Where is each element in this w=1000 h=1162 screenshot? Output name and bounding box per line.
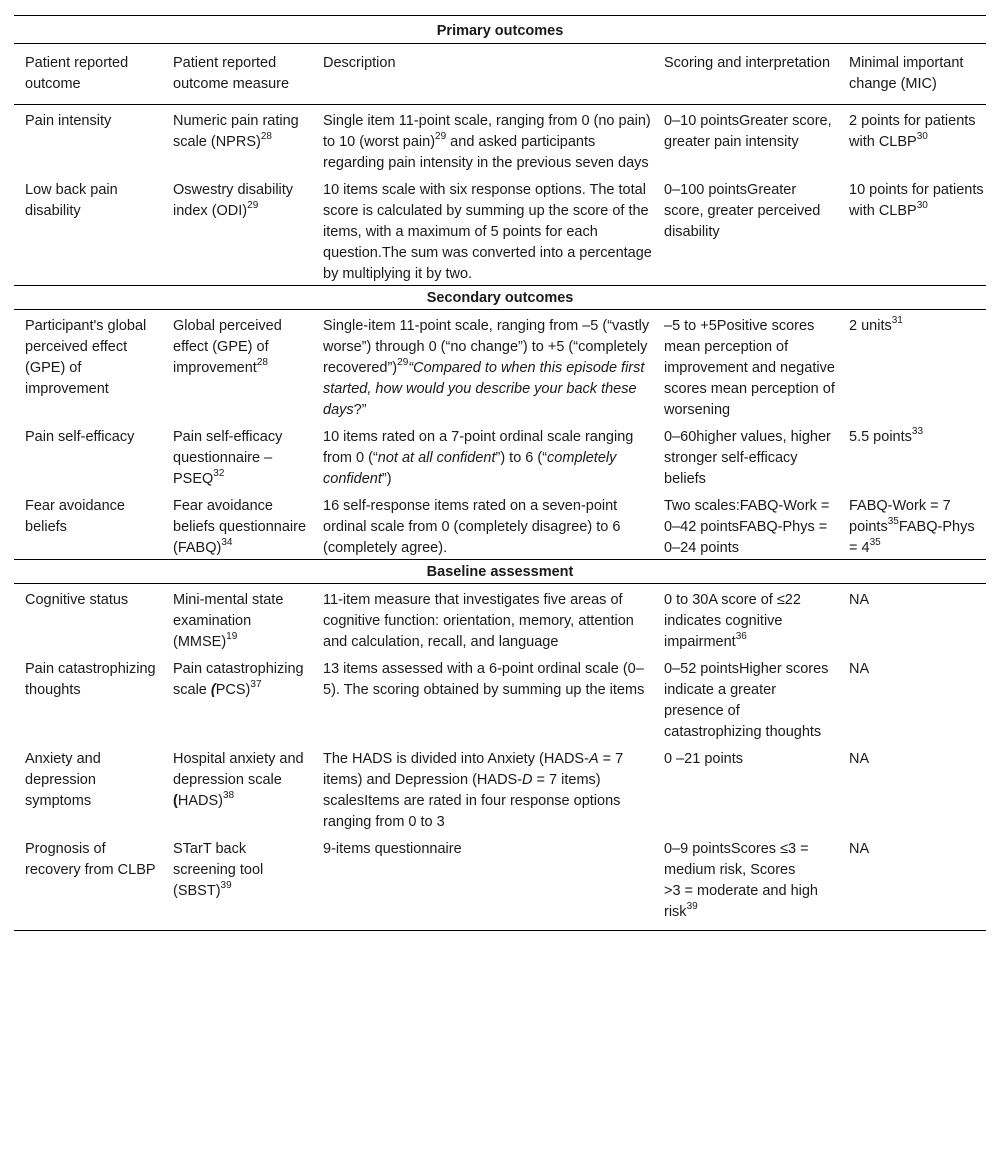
measure-cell: Pain self-efficacy questionnaire – PSEQ$^{32}$ <box>173 429 283 487</box>
reference-sup: 36 <box>735 631 747 643</box>
scoring-cell: 0–60higher values, higher stronger self-efficacy beliefs <box>664 429 831 487</box>
description-cell: Single-item 11-point scale, ranging from –5 (“vastly worse”) through 0 (“no change”) to +5 (“completely recovered”)$^{29}$“Compared to when this episode first started, how would you describe your back these days?” <box>323 318 650 418</box>
scoring-cell: 0 –21 points <box>664 751 744 767</box>
column-header: Patient reported outcome <box>14 44 162 105</box>
reference-sup: 35 <box>869 537 881 549</box>
column-header-row <box>14 44 986 105</box>
outcome-cell: Pain self-efficacy <box>25 429 135 445</box>
reference-sup: 28 <box>260 131 272 143</box>
outcomes-table <box>14 15 986 931</box>
table-row <box>14 310 986 422</box>
mic-cell: 5.5 points$^{33}$ <box>849 426 924 445</box>
measure-cell: Numeric pain rating scale (NPRS)$^{28}$ <box>173 113 299 150</box>
scoring-cell: 0–9 pointsScores ≤3 = medium risk, Scores >3 = moderate and high risk$^{39}$ <box>653 833 838 931</box>
scoring-cell: 0 to 30A score of ≤22 indicates cognitive impairment$^{36}$ <box>664 592 801 650</box>
description-cell: The HADS is divided into Anxiety (HADS-A = 7 items) and Depression (HADS-D = 7 items) scalesItems are rated in four response options ranging from 0 to 3 <box>323 751 624 830</box>
outcome-cell: Low back pain disability <box>25 182 118 219</box>
reference-sup: 29 <box>247 200 259 212</box>
section-title: Primary outcomes <box>14 16 986 44</box>
reference-sup: 30 <box>916 200 928 212</box>
measure-cell: Global perceived effect (GPE) of improvement$^{28}$ <box>173 318 282 376</box>
reference-sup: 39 <box>220 880 232 892</box>
reference-sup: 37 <box>250 679 262 691</box>
column-header: Patient reported outcome measure <box>162 44 312 105</box>
section-header-baseline <box>14 560 986 584</box>
scoring-cell: Two scales:FABQ-Work = 0–42 pointsFABQ-Phys = 0–24 points <box>664 498 830 556</box>
section-title: Secondary outcomes <box>14 286 986 310</box>
description-cell: 9-items questionnaire <box>312 833 653 931</box>
reference-sup: 29 <box>397 357 409 369</box>
table-row <box>14 174 986 286</box>
outcome-cell: Pain catastrophizing thoughts <box>25 661 156 698</box>
reference-sup: 38 <box>222 790 235 802</box>
reference-sup: 29 <box>435 131 447 143</box>
table-row <box>14 653 986 743</box>
reference-sup: 33 <box>911 426 924 438</box>
table-row <box>14 833 986 931</box>
outcome-cell: Fear avoidance beliefs <box>25 498 125 535</box>
measure-cell: Mini-mental state examination (MMSE)$^{19}$ <box>173 592 284 650</box>
reference-sup: 30 <box>916 131 928 143</box>
mic-cell: NA <box>849 592 870 608</box>
description-cell: 16 self-response items rated on a seven-point ordinal scale from 0 (completely disagree) to 6 (completely agree). <box>323 498 621 556</box>
measure-cell: Hospital anxiety and depression scale (HADS)$^{38}$ <box>173 751 304 809</box>
section-header-secondary <box>14 286 986 310</box>
scoring-cell: –5 to +5Positive scores mean perception of improvement and negative scores mean perception of worsening <box>664 318 835 418</box>
reference-sup: 19 <box>226 631 238 643</box>
reference-sup: 32 <box>213 468 225 480</box>
description-cell: 11-item measure that investigates five areas of cognitive function: orientation, memory, attention and calculation, recall, and language <box>323 592 634 650</box>
outcome-cell: Prognosis of recovery from CLBP <box>14 833 162 931</box>
mic-cell: FABQ-Work = 7 points$^{35}$FABQ-Phys = $4^{35}$ <box>849 498 975 556</box>
section-title: Baseline assessment <box>14 560 986 584</box>
reference-sup: 35 <box>887 516 899 528</box>
table-row <box>14 584 986 654</box>
measure-cell: Fear avoidance beliefs questionnaire (FABQ)$^{34}$ <box>173 498 307 556</box>
column-header: Scoring and interpretation <box>653 44 838 105</box>
outcome-cell: Participant's global perceived effect (GPE) of improvement <box>25 318 147 397</box>
column-header: Description <box>312 44 653 105</box>
table-row <box>14 105 986 175</box>
reference-sup: 28 <box>256 357 268 369</box>
table-row <box>14 421 986 490</box>
section-header-primary <box>14 16 986 44</box>
description-cell: 10 items scale with six response options. The total score is calculated by summing up the score of the items, with a maximum of 5 points for each question.The sum was converted into a percentage by multiplying it by two. <box>323 182 652 282</box>
outcome-cell: Pain intensity <box>25 113 112 129</box>
table-row <box>14 743 986 833</box>
mic-cell: NA <box>838 833 986 931</box>
scoring-cell: 0–10 pointsGreater score, greater pain intensity <box>664 113 832 150</box>
outcome-cell: Cognitive status <box>25 592 129 608</box>
reference-sup: 34 <box>221 537 233 549</box>
scoring-cell: 0–52 pointsHigher scores indicate a greater presence of catastrophizing thoughts <box>664 661 829 740</box>
description-cell: 13 items assessed with a 6-point ordinal scale (0–5). The scoring obtained by summing up the items <box>323 661 645 698</box>
scoring-cell: 0–100 pointsGreater score, greater perceived disability <box>664 182 821 240</box>
description-cell: 10 items rated on a 7-point ordinal scale ranging from 0 (“not at all confident”) to 6 (“completely confident”) <box>323 429 634 487</box>
description-cell: Single item 11-point scale, ranging from 0 (no pain) to 10 (worst pain)$^{29}$ and asked participants regarding pain intensity in the previous seven days <box>323 113 651 171</box>
mic-cell: NA <box>849 751 870 767</box>
outcome-cell: Anxiety and depression symptoms <box>25 751 101 809</box>
mic-cell: 10 points for patients with CLBP$^{30}$ <box>849 182 984 219</box>
measure-cell: Pain catastrophizing scale (PCS)$^{37}$ <box>173 661 304 698</box>
mic-cell: NA <box>849 661 870 677</box>
table-row <box>14 490 986 560</box>
measure-cell: Oswestry disability index (ODI)$^{29}$ <box>173 182 294 219</box>
reference-sup: 31 <box>891 315 903 327</box>
mic-cell: 2 units$^{31}$ <box>849 315 903 334</box>
measure-cell: STarT back screening tool (SBST)$^{39}$ <box>162 833 312 931</box>
reference-sup: 39 <box>686 901 698 913</box>
mic-cell: 2 points for patients with CLBP$^{30}$ <box>849 113 976 150</box>
column-header: Minimal important change (MIC) <box>838 44 986 105</box>
